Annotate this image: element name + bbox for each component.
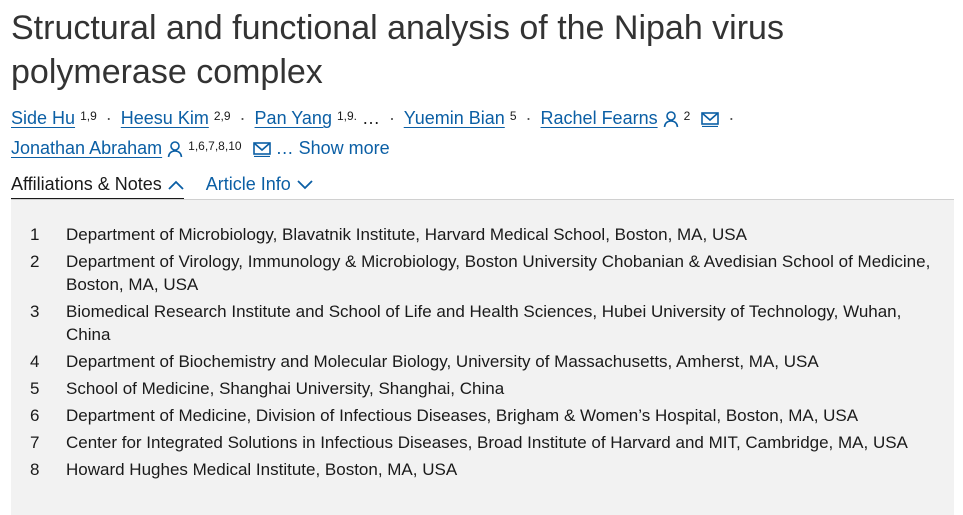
author-line-2	[11, 134, 941, 164]
affiliation-number: 5	[30, 379, 40, 398]
author-sup: 2,9	[213, 109, 231, 123]
affiliation-text: School of Medicine, Shanghai University, Shanghai, China	[66, 379, 505, 398]
affiliation-text: Department of Biochemistry and Molecular Biology, University of Massachusetts, Amherst, MA, USA	[66, 352, 819, 371]
author-sup: 1,6,7,8,10	[188, 139, 242, 153]
author-sup	[337, 109, 357, 123]
author-ellipsis: …	[362, 108, 381, 128]
tab-bar	[11, 170, 335, 201]
affiliation-text: Department of Microbiology, Blavatnik Institute, Harvard Medical School, Boston, MA, USA	[66, 225, 747, 244]
author-link-side-hu[interactable]: Side Hu	[11, 108, 76, 128]
affiliation-text: Department of Medicine, Division of Infectious Diseases, Brigham & Women’s Hospital, Boston, MA, USA	[66, 406, 859, 425]
tab-label: Article Info	[205, 174, 291, 194]
author-sup-value: 1,9	[336, 109, 354, 123]
author-link-yuemin-bian[interactable]: Yuemin Bian	[403, 108, 505, 128]
author-separator: ·	[525, 108, 532, 128]
author-sup: 2	[683, 109, 691, 123]
list-item	[11, 458, 954, 481]
author-sup: 5	[509, 109, 517, 123]
affiliation-number: 4	[30, 352, 40, 371]
affiliations-panel	[11, 199, 954, 515]
mail-icon[interactable]	[701, 111, 719, 127]
affiliation-number: 6	[30, 406, 40, 425]
author-sup: 1,9	[80, 109, 97, 123]
mail-icon[interactable]	[253, 141, 271, 157]
author-list	[11, 104, 941, 164]
affiliation-text: Howard Hughes Medical Institute, Boston, MA, USA	[66, 460, 458, 479]
author-link-heesu-kim[interactable]: Heesu Kim	[120, 108, 209, 128]
author-separator: ·	[728, 108, 735, 128]
author-link-pan-yang[interactable]: Pan Yang	[254, 108, 332, 128]
author-link-jonathan-abraham[interactable]: Jonathan Abraham	[11, 138, 163, 158]
list-item	[11, 404, 954, 427]
author-line-1	[11, 104, 941, 134]
list-item	[11, 300, 954, 346]
list-item	[11, 350, 954, 373]
tab-affiliations-notes[interactable]	[11, 170, 184, 201]
person-icon	[167, 140, 183, 158]
author-separator: ·	[389, 108, 396, 128]
affiliation-number: 1	[30, 225, 40, 244]
author-sup-dot: .	[353, 109, 357, 123]
tab-article-info[interactable]	[206, 170, 313, 201]
person-icon	[663, 110, 679, 128]
author-separator: ·	[239, 108, 246, 128]
tab-label: Affiliations & Notes	[11, 174, 162, 194]
affiliation-number: 3	[30, 302, 40, 321]
article-title: Structural and functional analysis of the Nipah virus polymerase complex	[11, 9, 784, 91]
list-item	[11, 250, 954, 296]
affiliation-number: 8	[30, 460, 40, 479]
affiliation-text: Department of Virology, Immunology & Microbiology, Boston University Chobanian & Avedisian School of Medicine, Boston, MA, USA	[66, 252, 931, 294]
list-item	[11, 223, 954, 246]
affiliations-list	[11, 223, 954, 485]
chevron-up-icon	[168, 172, 184, 196]
affiliation-text: Biomedical Research Institute and School of Life and Health Sciences, Hubei University of Technology, Wuhan, China	[66, 302, 902, 344]
author-link-rachel-fearns[interactable]: Rachel Fearns	[540, 108, 658, 128]
list-item	[11, 431, 954, 454]
show-more-button[interactable]: … Show more	[275, 138, 390, 158]
affiliation-number: 2	[30, 252, 40, 271]
affiliation-number: 7	[30, 433, 40, 452]
author-separator: ·	[105, 108, 112, 128]
list-item	[11, 377, 954, 400]
chevron-down-icon	[297, 172, 313, 196]
affiliation-text: Center for Integrated Solutions in Infectious Diseases, Broad Institute of Harvard and MIT, Cambridge, MA, USA	[66, 433, 908, 452]
